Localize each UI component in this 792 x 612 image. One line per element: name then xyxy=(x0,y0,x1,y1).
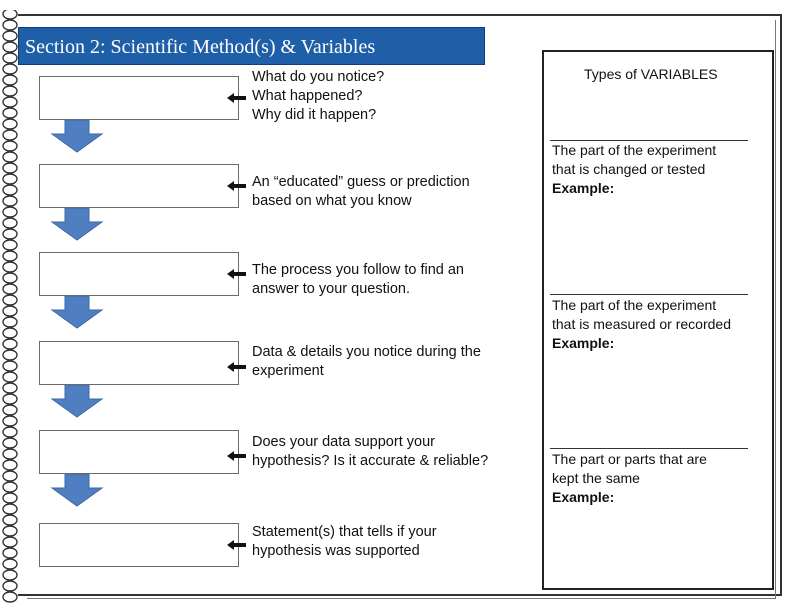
step-1-blank-box[interactable] xyxy=(39,76,239,120)
binding-ring xyxy=(3,295,17,305)
variable-2-blank-line[interactable] xyxy=(550,294,748,295)
binding-ring xyxy=(3,548,17,558)
down-arrow-icon xyxy=(50,385,104,419)
binding-ring xyxy=(3,240,17,250)
binding-ring xyxy=(3,31,17,41)
left-arrow-icon xyxy=(227,450,247,462)
binding-ring xyxy=(3,64,17,74)
binding-ring xyxy=(3,152,17,162)
binding-ring xyxy=(3,174,17,184)
step-5-blank-box[interactable] xyxy=(39,430,239,474)
binding-ring xyxy=(3,10,17,19)
binding-ring xyxy=(3,328,17,338)
step-4-blank-box[interactable] xyxy=(39,341,239,385)
binding-ring xyxy=(3,306,17,316)
binding-ring xyxy=(3,75,17,85)
binding-ring xyxy=(3,42,17,52)
step-6-description: Statement(s) that tells if your hypothesis was supported xyxy=(252,524,437,559)
binding-ring xyxy=(3,185,17,195)
binding-ring xyxy=(3,405,17,415)
step-1-description: What do you notice? What happened? Why did it happen? xyxy=(252,69,385,123)
step-5-description: Does your data support your hypothesis? Is it accurate & reliable? xyxy=(252,434,489,469)
binding-ring xyxy=(3,207,17,217)
binding-ring xyxy=(3,108,17,118)
variable-3-definition: The part or parts that are kept the same Example: xyxy=(552,451,707,505)
binding-ring xyxy=(3,141,17,151)
binding-ring xyxy=(3,559,17,569)
binding-ring xyxy=(3,449,17,459)
binding-ring xyxy=(3,416,17,426)
binding-ring xyxy=(3,460,17,470)
variable-3-blank-line[interactable] xyxy=(550,448,748,449)
down-arrow-icon xyxy=(50,120,104,154)
left-arrow-icon xyxy=(227,361,247,373)
binding-ring xyxy=(3,339,17,349)
down-arrow-icon xyxy=(50,208,104,242)
binding-ring xyxy=(3,163,17,173)
binding-ring xyxy=(3,515,17,525)
binding-ring xyxy=(3,317,17,327)
binding-ring xyxy=(3,372,17,382)
section-title-banner: Section 2: Scientific Method(s) & Variables xyxy=(18,27,485,65)
binding-ring xyxy=(3,20,17,30)
variable-1-definition: The part of the experiment that is changed or tested Example: xyxy=(552,142,717,196)
binding-ring xyxy=(3,493,17,503)
binding-ring xyxy=(3,592,17,602)
binding-ring xyxy=(3,383,17,393)
step-3-description: The process you follow to find an answer to your question. xyxy=(252,262,464,297)
binding-ring xyxy=(3,196,17,206)
binding-ring xyxy=(3,504,17,514)
variable-3-example-label: Example: xyxy=(552,489,615,505)
binding-ring xyxy=(3,526,17,536)
variables-title: Types of VARIABLES xyxy=(584,66,718,82)
binding-ring xyxy=(3,350,17,360)
binding-ring xyxy=(3,97,17,107)
variable-2-definition: The part of the experiment that is measured or recorded Example: xyxy=(552,297,731,351)
binding-ring xyxy=(3,570,17,580)
binding-ring xyxy=(3,273,17,283)
binding-ring xyxy=(3,537,17,547)
binding-ring xyxy=(3,471,17,481)
binding-ring xyxy=(3,427,17,437)
step-3-blank-box[interactable] xyxy=(39,252,239,296)
binding-ring xyxy=(3,251,17,261)
down-arrow-icon xyxy=(50,296,104,330)
binding-ring xyxy=(3,218,17,228)
binding-ring xyxy=(3,284,17,294)
binding-ring xyxy=(3,438,17,448)
binding-ring xyxy=(3,53,17,63)
variable-1-example-label: Example: xyxy=(552,180,615,196)
step-6-blank-box[interactable] xyxy=(39,523,239,567)
binding-ring xyxy=(3,581,17,591)
step-4-description: Data & details you notice during the experiment xyxy=(252,344,481,379)
binding-ring xyxy=(3,262,17,272)
left-arrow-icon xyxy=(227,268,247,280)
binding-ring xyxy=(3,482,17,492)
binding-ring xyxy=(3,119,17,129)
left-arrow-icon xyxy=(227,180,247,192)
binding-ring xyxy=(3,86,17,96)
binding-ring xyxy=(3,394,17,404)
step-2-blank-box[interactable] xyxy=(39,164,239,208)
binding-ring xyxy=(3,130,17,140)
down-arrow-icon xyxy=(50,474,104,508)
binding-ring xyxy=(3,361,17,371)
variable-2-example-label: Example: xyxy=(552,335,615,351)
left-arrow-icon xyxy=(227,539,247,551)
binding-ring xyxy=(3,229,17,239)
step-2-description: An “educated” guess or prediction based on what you know xyxy=(252,174,470,209)
left-arrow-icon xyxy=(227,92,247,104)
